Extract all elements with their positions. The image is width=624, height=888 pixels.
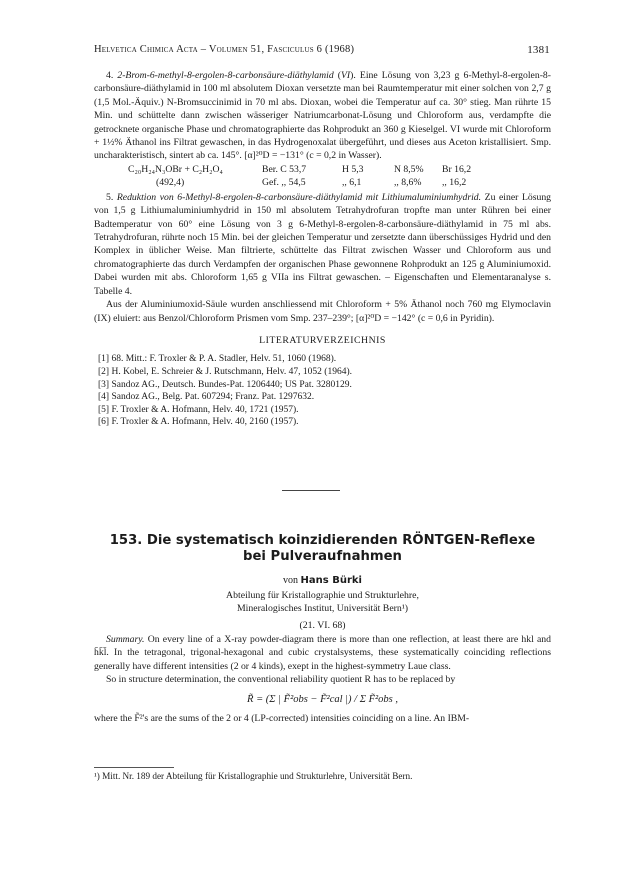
calc-values-c: Ber. C 53,7 [262,163,307,175]
affiliation-line-1: Abteilung für Kristallographie und Strukturlehre, [226,590,419,601]
found-values-h: ,, 6,1 [342,176,362,188]
received-date: (21. VI. 68) [299,620,346,631]
section-5-text: Zu einer Lösung von 1,5 g Lithiumaluminiumhydrid in 150 ml absolutem Tetrahydrofuran tropfte man unter Rühren bei einer Badtemperatur von 60° eine Lösung von 3 g 6-Methyl-8-ergolen-8-carbonsäure-diäthylamid in 75 ml abs. Tetrahydrofuran, rührte noch 15 Min. bei der gleichen Temperatur und zersetzte dann überschüssiges Hydrid und den Komplex in üblicher Weise. Man filtrierte, schüttelte das Filtrat zwischen Wasser und Chloroform aus und chromatographierte das durch Verdampfen der organischen Phase gewonnene Rohprodukt an 125 g Aluminiumoxid. Dabei wurden mit abs. Chloroform 1,65 g VIIa ins Filtrat gewaschen. – Eigenschaften und Elementaranalyse s. Tabelle 4. [94,191,552,297]
reference-item: [1] 68. Mitt.: F. Troxler & P. A. Stadler, Helv. 51, 1060 (1968). [98,354,337,365]
equation-explanation: where the F̃²'s are the sums of the 2 or 4 (LP-corrected) intensities coinciding on a line. An IBM- [94,713,470,725]
reference-item: [5] F. Troxler & A. Hofmann, Helv. 40, 1721 (1957). [98,404,299,415]
byline [94,575,551,586]
section-5-paragraph [94,191,551,298]
reference-item: [2] H. Kobel, E. Schreier & J. Rutschmann, Helv. 47, 1052 (1964). [98,366,352,377]
molecular-formula: C₂₀H₂₄N₃OBr + C₂H₂O₄ [128,163,223,175]
reference-item: [3] Sandoz AG., Deutsch. Bundes-Pat. 1206440; US Pat. 3280129. [98,379,352,390]
footnote: ¹) Mitt. Nr. 189 der Abteilung für Kristallographie und Strukturlehre, Universität Bern. [94,771,413,781]
references-heading: LITERATURVERZEICHNIS [259,334,386,346]
section-4-text: Eine Lösung von 3,23 g 6-Methyl-8-ergolen-8-carbonsäure-diäthylamid in 100 ml absolutem Dioxan versetzte man bei Raumtemperatur mit einer solchen von 2,7 g (1,5 Mol.-Äquiv.) N-Bromsuccinimid in 70 ml abs. Dioxan, wobei die Temperatur auf ca. 30° stieg. Man rührte 15 Min. und schüttelte dann zwischen wässeriger Natriumcarbonat-Lösung und Chloroform aus, verdampfte die getrocknete organische Phase und chromatographierte das Rohprodukt an 360 g Kieselgel. VI wurde mit Chloroform + 1½% Äthanol ins Filtrat gewaschen, in das Hydrogenoxalat übergeführt, und dieses aus Aceton kristallisiert. Smp. uncharakteristisch, sintert ab ca. 145°. [α]²⁰D = −131° (c = 0,2 in Wasser). [94,70,552,162]
compound-code: VI [341,70,351,81]
article-header [94,533,551,631]
section-5-title: Reduktion von 6-Methyl-8-ergolen-8-carbonsäure-diäthylamid mit Lithiumaluminiumhydrid. [116,191,482,203]
paren-open: ( [333,70,341,81]
molecular-weight: (492,4) [156,176,185,188]
found-values-br: ,, 16,2 [442,176,467,188]
reference-item: [4] Sandoz AG., Belg. Pat. 607294; Franz. Pat. 1297632. [98,392,315,403]
abstract [94,633,551,725]
article-title-line-2: bei Pulveraufnahmen [243,549,402,564]
elemental-analysis [94,163,551,191]
byline-prefix: von [283,575,301,586]
paren-close: ). [350,70,356,81]
section-5-number: 5. [106,191,117,203]
running-title: Helvetica Chimica Acta – Volumen 51, Fasciculus 6 (1968) [94,44,355,55]
footnote-rule [94,767,174,768]
section-divider [282,490,340,491]
reference-list [94,353,551,429]
reliability-equation: R̃ = (Σ | F̃²obs − F̃²cal |) / Σ F̃²obs , [247,693,398,705]
page-number: 1381 [527,44,550,56]
summary-label: Summary. [106,634,145,645]
calc-values-h: H 5,3 [342,163,364,175]
affiliation-line-2: Mineralogisches Institut, Universität Bern¹) [236,602,409,614]
section-4-paragraph [94,69,551,163]
section-5-paragraph-2: Aus der Aluminiumoxid-Säule wurden anschliessend mit Chloroform + 5% Äthanol noch 760 mg Elymoclavin (IX) eluiert: aus Benzol/Chloroform Prismen vom Smp. 237–239°; [α]²⁰D = −142° (c = 0,6 in Pyridin). [94,299,551,324]
experimental-section [94,69,551,429]
author-name: Hans Bürki [300,575,362,586]
section-4-number: 4. [106,70,118,81]
reference-item: [6] F. Troxler & A. Hofmann, Helv. 40, 2160 (1957). [98,417,299,428]
section-4-title: 2-Brom-6-methyl-8-ergolen-8-carbonsäure-diäthylamid [117,70,334,81]
calc-values-br: Br 16,2 [442,163,472,175]
affiliation [94,590,551,615]
found-values-n: ,, 8,6% [394,176,422,188]
summary-text: On every line of a X-ray powder-diagram there is more than one reflection, at least there are hkl and h̄k̄l̄. In the tetragonal, trigonal-hexagonal and cubic crystalsystems, these systematically coinciding reflections generally have different intensities (2 or 4 kinds), exept in the highest-symmetry Laue class. [94,634,551,672]
found-values-c: Gef. ,, 54,5 [262,176,306,188]
calc-values-n: N 8,5% [394,163,424,175]
reliability-paragraph: So in structure determination, the conventional reliability quotient R has to be replaced by [106,674,456,686]
running-header [94,44,550,55]
summary-paragraph [94,633,551,673]
article-title-line-1: 153. Die systematisch koinzidierenden RÖNTGEN-Reflexe [109,533,536,548]
